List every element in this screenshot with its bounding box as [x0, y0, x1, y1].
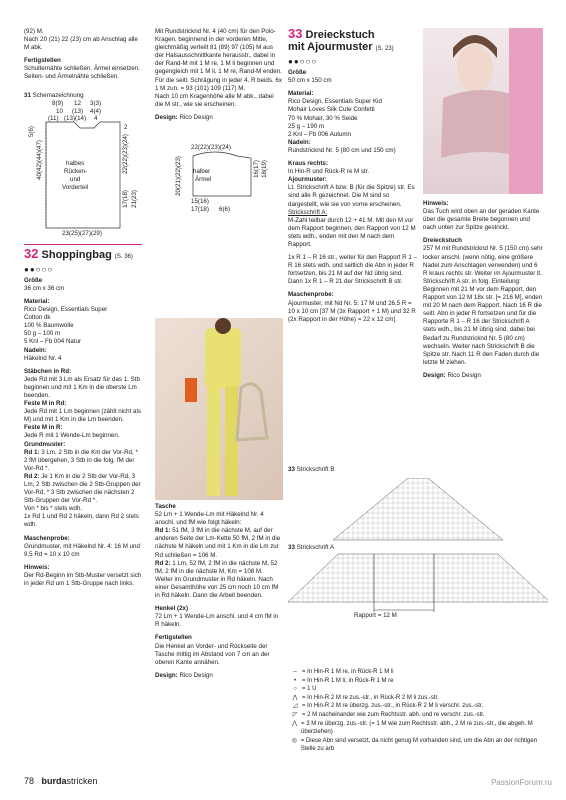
- sketch-label: 12: [74, 99, 81, 107]
- text: Lt. Strickschrift A bzw. B (für die Spitze) str. Es sind alle R gezeichnet. Die M sind so dargestellt, wie sie von vorne erscheinen.: [288, 184, 415, 208]
- text: In Hin-R und Rück-R re M str.: [288, 168, 370, 176]
- text: Ajourmuster, mit Nd Nr. 5: 17 M und 26,5 R = 10 x 10 cm [37 M (3x Rapport + 1 M) und 32 R (2x Rapport in der Höhe) = 22 x 12 cm]: [288, 299, 416, 323]
- heading: Dreieckstuch: [423, 237, 462, 245]
- sketch-label: 22(22)(23)(24): [191, 144, 231, 152]
- legend-row: [288, 694, 548, 703]
- heading: Nadeln:: [24, 346, 47, 354]
- legend-symbol: ⋀: [292, 694, 298, 701]
- text: Rico Design, Essentials Super: [24, 306, 108, 314]
- sketch-label: 4: [94, 114, 98, 122]
- column-3: [288, 28, 418, 324]
- sketch-label: 17(18): [191, 206, 209, 214]
- text: Mit Rundstricknd Nr. 4 (40 cm) für den Polo-Kragen, beginnend in der vorderen Mitte, gleichmäßig verteilt 81 (89) 97 (105) M aus der Halsausschnittkante herausstr., dabei in der Rand-M mit 1 M re, 1 M li beginnen und gegengleich mit 1 M li, 1 M re, Rand-M enden. Für die seitl. Schrägung in jeder 4. R beids. 6x 1 M zun. = 93 (101) 109 (117) M.: [155, 28, 282, 92]
- brand-suffix: stricken: [66, 776, 98, 786]
- label: Rd 2:: [24, 472, 40, 480]
- chart-a-grid: [288, 554, 548, 602]
- page-number: 78: [24, 776, 35, 786]
- legend-row: [288, 702, 548, 711]
- text: Rico Design: [447, 371, 481, 379]
- page-ref: (S. 36): [114, 253, 133, 260]
- sketch-label: 5(6): [28, 125, 35, 137]
- legend-symbol: ◸: [292, 711, 298, 718]
- difficulty-dots: ●●○○○: [288, 57, 318, 66]
- legend-text: = In Hin-R 2 M re zus.-str., in Rück-R 2 M li zus.-str.: [302, 694, 439, 701]
- legend-symbol: ◿: [292, 703, 298, 710]
- sketch-label: Rücken-: [64, 167, 88, 175]
- sketch-label: 18(19): [261, 160, 268, 178]
- sketch-label: Vorderteil: [62, 183, 89, 191]
- page-footer: [24, 776, 98, 786]
- column-1: [24, 28, 142, 588]
- sketch-label: (13): [72, 107, 84, 115]
- legend-row: [288, 677, 548, 686]
- legend-symbol: ◎: [291, 737, 297, 744]
- legend-row: [288, 685, 548, 694]
- label: Rd 1:: [24, 448, 40, 456]
- watermark: PassionForum.ru: [491, 778, 552, 787]
- sketch-label: 3(3): [90, 99, 102, 107]
- legend-text: = In Hin-R 2 M re überzg. zus.-str., in Rück-R 2 M li verschr. zus.-str.: [302, 703, 484, 710]
- sketch-label: 6(6): [219, 206, 231, 214]
- heading: Größe: [24, 276, 43, 284]
- legend-symbol: –: [293, 669, 297, 675]
- label: Rd 2:: [155, 559, 171, 567]
- heading: Material:: [24, 297, 50, 305]
- heading: Fertigstellen: [24, 57, 61, 65]
- text: 52 Lm + 1 Wende-Lm mit Häkelnd Nr. 4 anschl. und fM wie folgt häkeln:: [155, 511, 264, 527]
- legend-text: = 2 M nacheinander wie zum Rechtsstr. abh. und re verschr. zus.-str.: [302, 711, 485, 718]
- rapport-label: Rapport = 12 M: [354, 612, 397, 619]
- label: Design:: [423, 371, 446, 379]
- legend-text: = 3 M re überzg. zus.-str. (= 1 M wie zum Rechtsstr. abh., 2 M re zus.-str., die abgeh. M überziehen): [301, 720, 533, 736]
- heading: Nadeln:: [288, 138, 311, 146]
- chart-number: 33: [288, 466, 295, 473]
- text: Jede Rd mit 3 Lm als Ersatz für das 1. Stb beginnen und mit 1 Km in die oberste Lm beenden.: [24, 375, 140, 399]
- heading: Feste M in Rd:: [24, 400, 67, 408]
- sketch-label: 16(17): [253, 160, 260, 178]
- text: M-Zahl teilbar durch 12 + 41 M. Mit den M vor dem Rapport beginnen, den Rapport von 12 M stets wdh., enden mit den M nach dem Rapport.: [288, 216, 416, 248]
- sketch-label: 17(18): [122, 189, 129, 208]
- sketch-label: 15(16): [191, 198, 209, 206]
- column-4: [423, 200, 543, 380]
- schema-number: 31: [24, 91, 31, 99]
- schema-label: Schemazeichnung: [32, 91, 84, 99]
- legend-symbol: ○: [293, 686, 297, 693]
- legend-row: [288, 668, 548, 677]
- text: Rico Design, Essentials Super Kid: [288, 98, 382, 106]
- legend-text: = In Hin-R 1 M li, in Rück-R 1 M re: [302, 677, 394, 684]
- legend-row: [288, 737, 548, 754]
- sketch-label: 22(22)(23)(24): [122, 133, 129, 174]
- legend-symbol: ⋀: [292, 720, 297, 727]
- difficulty-dots: ●●○○○: [24, 264, 54, 274]
- text: Von * bis * stets wdh.: [24, 505, 83, 513]
- sketch-label: 23(25)(27)(29): [62, 229, 102, 237]
- sketch-label: 40(42)(44)(47): [36, 139, 43, 180]
- text: 72 Lm + 1 Wende-Lm anschl. und 4 cm fM in R häkeln.: [155, 613, 279, 629]
- text: Schulternähte schließen. Ärmel einsetzen. Seiten- und Ärmelnähte schließen.: [24, 65, 140, 81]
- section-number: 33: [288, 26, 303, 41]
- heading: Maschenprobe:: [24, 534, 70, 542]
- text: Rico Design: [179, 113, 213, 121]
- text: 257 M mit Rundstricknd Nr. 5 (150 cm) sehr locker anschl. (wenn nötig, eine größere Nadel zum Anschlagen verwenden) und 6 R kraus rechts str. Weiter im Ajourmuster lt. Strickschrift A str. in folg. Einteilung: Beginnen mit 21 M vor dem Rapport, den Rapport von 12 M 18x str. [= 216 M], enden mit 20 M nach dem Rapport. Nach 16 R die seitl. Abn in jeder R fortsetzen und für die Rapporte R 1 – R 16 der Strickschrift A stets wdh., bis 21 M übrig sind, dabei bei Bedarf zu Rundstricknd Nr. 5 (80 cm) wechseln. Weiter nach Strickschrift B die Spitze str. Nach 11 R den Faden durch die letzte M ziehen.: [423, 245, 543, 366]
- legend-text: = Diese Abn sind versetzt, da nicht genug M vorhanden sind, um die Abn an der richtigen Stelle zu arb: [300, 737, 538, 753]
- label: Design:: [155, 671, 178, 679]
- heading: Maschenprobe:: [288, 291, 334, 299]
- chart-b-label: Strickschrift B: [296, 466, 335, 473]
- heading: Hinweis:: [423, 200, 449, 207]
- section-title: Shoppingbag: [41, 248, 112, 261]
- sketch-label: und: [70, 175, 81, 183]
- heading: Tasche: [155, 503, 176, 510]
- section-title: Dreieckstuch: [305, 29, 375, 41]
- heading: Fertigstellen: [155, 634, 192, 642]
- text: 1 Lm, 52 fM, 2 fM in die nächste M, 52 fM, 2 fM in die nächste M, Km = 108 M.: [155, 559, 278, 575]
- text: 100 % Baumwolle: [24, 322, 74, 330]
- text: 50 cm x 150 cm: [288, 77, 332, 85]
- text: Mohair Loves Silk Cute Confetti: [288, 106, 375, 114]
- legend-text: = In Hin-R 1 M re, in Rück-R 1 M li: [302, 669, 394, 675]
- text: Der Rd-Beginn im Stb-Muster versetzt sich in jeder Rd um 1 Stb-Gruppe nach links.: [24, 571, 142, 588]
- text: 70 % Mohair, 30 % Seide: [288, 114, 358, 122]
- schema-sketch: [24, 100, 142, 240]
- legend-row: [288, 711, 548, 720]
- text: 2 Knl – Fb 006 Autumn: [288, 130, 351, 138]
- text: Je 1 Km in die 2 Stb der Vor-Rd, 3 Lm, 2 Stb zwischen die 2 Stb-Gruppen der Vor-Rd, * 3 Stb zwischen die nächsten 2 Stb-Gruppen der Vor-Rd *.: [24, 472, 141, 505]
- chart-legend: [288, 668, 548, 754]
- knitting-charts-svg: [288, 478, 548, 646]
- text: Jede Rd mit 1 Lm beginnen (zählt nicht als M) und mit 1 Km in die Lm beenden.: [24, 408, 141, 424]
- legend-row: [288, 720, 548, 737]
- shoppingbag-photo: [155, 318, 283, 500]
- text: Rundstricknd Nr. 5 (80 cm und 150 cm): [288, 146, 396, 154]
- legend-symbol: •: [293, 677, 297, 684]
- photo-illustration: [155, 318, 283, 500]
- legend-text: = 1 U: [302, 686, 317, 693]
- sketch-label: halber: [193, 168, 211, 176]
- text: Das Tuch wird oben an der geraden Kante über die gesamte Breite begonnen und nach unten zur Spitze gestrickt.: [423, 208, 540, 232]
- text: Häkelnd Nr. 4: [24, 354, 62, 362]
- chart-number: 33: [288, 544, 295, 551]
- label: Rd 1:: [155, 527, 171, 535]
- divider: [24, 244, 142, 245]
- sketch-label: (13)(14): [64, 114, 87, 122]
- heading: Henkel (2x): [155, 605, 189, 613]
- text: Rico Design: [179, 671, 213, 679]
- heading: Ajourmuster:: [288, 176, 327, 184]
- sleeve-sketch: [155, 144, 283, 214]
- sketch-label: 2: [124, 123, 128, 131]
- sketch-label: 8(9): [52, 99, 64, 107]
- triangle-scarf-photo: [423, 28, 543, 194]
- text: 1x Rd 1 und Rd 2 häkeln, dann Rd 2 stets wdh.: [24, 513, 139, 529]
- text: 5 Knl – Fb 004 Natur: [24, 338, 82, 346]
- heading: Hinweis:: [24, 563, 50, 571]
- heading: Größe: [288, 69, 307, 77]
- text: 1x R 1 – R 16 str., weiter für den Rapport R 1 – R 16 stets wdh. und seitlich die Abn in jeder R fortsetzen, bis 21 M auf der Nd übrig sind. Dann 1x R 1 – R 21 der Strickschrift B str.: [288, 254, 417, 286]
- text: Cotton dk: [24, 314, 51, 322]
- heading: Kraus rechts:: [288, 160, 328, 168]
- chart-a-label: Strickschrift A: [296, 544, 335, 551]
- sketch-label: 21(23): [131, 189, 138, 208]
- brand-name: burda: [41, 776, 67, 786]
- text: 51 fM, 3 fM in die nächste M, auf der anderen Seite der Lm-Kette 50 fM, 2 fM in die nächste M häkeln und mit 1 Km in die Lm zur Rd schließen = 106 M.: [155, 527, 281, 559]
- sketch-label: halbes: [66, 159, 85, 167]
- sketch-label: 10: [56, 107, 63, 115]
- chart-b-grid: [333, 478, 503, 540]
- text: Die Henkel an Vorder- und Rückseite der Tasche mittig im Abstand von 7 cm an der oberen Kante annähen.: [155, 642, 270, 666]
- text: 25 g – 190 m: [288, 122, 325, 130]
- heading: Material:: [288, 90, 314, 98]
- sketch-label: 20(21)(22)(23): [175, 156, 182, 196]
- text: 50 g – 100 m: [24, 330, 61, 338]
- page-ref: (S. 23): [375, 46, 394, 52]
- column-2: [155, 28, 283, 214]
- text: (92) M.: [24, 28, 44, 35]
- sketch-label: 4(4): [90, 107, 102, 115]
- text: Grundmuster, mit Häkelnd Nr. 4: 16 M und 9,5 Rd = 10 x 10 cm: [24, 542, 140, 558]
- text: Jede R mit 1 Wende-Lm beginnen.: [24, 432, 120, 440]
- photo-illustration: [423, 28, 543, 194]
- subheading: Strickschrift A:: [288, 208, 328, 216]
- heading: Grundmuster:: [24, 440, 66, 448]
- sketch-label: Ärmel: [195, 176, 212, 184]
- label: Design:: [155, 113, 178, 121]
- column-2b: [155, 503, 283, 680]
- text: 3 Lm, 2 Stb in die Km der Vor-Rd, * 2 fM übergehen, 3 Stb in die folg. fM der Vor-Rd *.: [24, 448, 138, 472]
- section-number: 32: [24, 245, 39, 261]
- text: 36 cm x 36 cm: [24, 284, 65, 292]
- heading: Stäbchen in Rd:: [24, 367, 72, 375]
- section-title-2: mit Ajourmuster: [288, 41, 373, 53]
- text: Nach 20 (21) 22 (23) cm ab Anschlag alle M abk.: [24, 36, 138, 52]
- text: Nach 10 cm Kragenhöhe alle M abk., dabei die M str., wie sie erscheinen.: [155, 92, 274, 108]
- sketch-label: (11): [48, 114, 59, 122]
- heading: Feste M in R:: [24, 424, 63, 432]
- text: Weiter im Grundmuster in Rd häkeln. Nach einer Gesamthöhe von 25 cm noch 10 cm fM in Rd häkeln. Dann die Arbeit beenden.: [155, 575, 279, 600]
